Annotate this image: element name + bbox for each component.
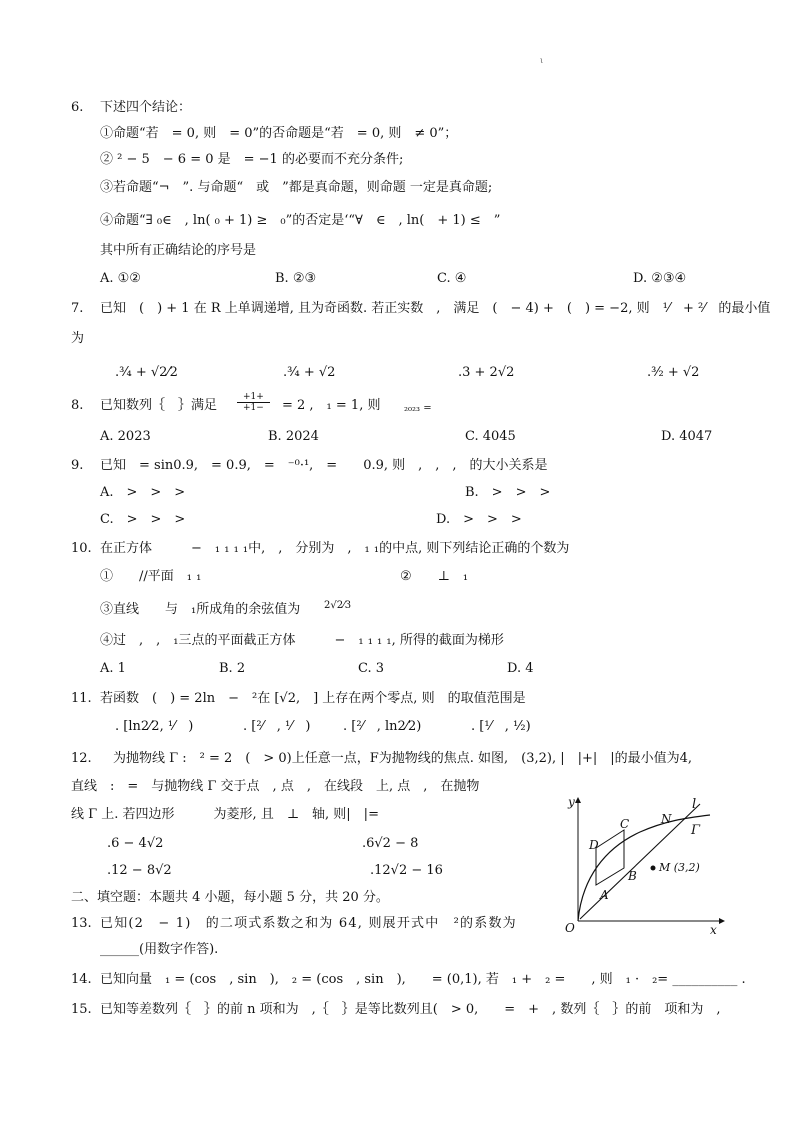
q10-option-b[interactable]: B. 2 bbox=[219, 661, 246, 676]
q12-stem-2: 直线 : = 与抛物线 Γ 交于点 , 点 , 在线段 上, 点 , 在抛物 bbox=[71, 779, 480, 794]
q10-number: 10. bbox=[71, 541, 92, 556]
q11-option-b[interactable]: . [²⁄ , ¹⁄ ) bbox=[243, 719, 311, 734]
q14-number: 14. bbox=[71, 972, 92, 987]
q6-option-b[interactable]: B. ②③ bbox=[275, 271, 317, 286]
q8-formula: = 2 , ₁ = 1, 则 bbox=[282, 398, 381, 413]
parabola-diagram bbox=[560, 788, 735, 938]
label-l: l bbox=[692, 797, 697, 812]
q6-stem: 下述四个结论： bbox=[100, 100, 192, 115]
corner-mark: ι bbox=[540, 56, 544, 65]
label-n: N bbox=[661, 812, 672, 826]
q11-stem: 若函数 ( ) = 2ln − ²在 [√2, ] 上存在两个零点, 则 的取值范围是 bbox=[100, 691, 526, 706]
q8-option-a[interactable]: A. 2023 bbox=[100, 429, 151, 444]
q9-number: 9. bbox=[71, 458, 84, 473]
q9-option-d[interactable]: D. > > > bbox=[436, 512, 522, 527]
label-c: C bbox=[620, 817, 630, 831]
q10-statement-1: ① //平面 ₁ ₁ bbox=[100, 569, 202, 584]
label-y: y bbox=[568, 795, 575, 809]
q13-number: 13. bbox=[71, 916, 92, 931]
q13-stem: 已知(2 − 1) 的二项式系数之和为 64, 则展开式中 ²的系数为 bbox=[100, 916, 517, 931]
q12-option-c[interactable]: .12 − 8√2 bbox=[107, 863, 172, 878]
q8-option-d[interactable]: D. 4047 bbox=[661, 429, 713, 444]
q10-statement-3-fraction: 2√2⁄3 bbox=[324, 600, 352, 611]
q8-fraction: +1+ +1− bbox=[237, 392, 270, 413]
q10-statement-3: ③直线 与 ₁所成角的余弦值为 bbox=[100, 602, 301, 617]
q7-option-a[interactable]: .³⁄₄ + √2⁄2 bbox=[115, 365, 178, 380]
q11-number: 11. bbox=[71, 691, 92, 706]
q9-option-b[interactable]: B. > > > bbox=[465, 485, 551, 500]
q10-option-c[interactable]: C. 3 bbox=[358, 661, 385, 676]
rhombus-abcd bbox=[596, 830, 624, 885]
q6-number: 6. bbox=[71, 100, 84, 115]
parabola-figure bbox=[560, 788, 735, 938]
q14-stem: 已知向量 ₁ = (cos , sin ), ₂ = (cos , sin ), = (0,1), 若 ₁ + ₂ = , 则 ₁ · ₂= __________ . bbox=[100, 972, 746, 987]
q7-stem: 已知 ( ) + 1 在 R 上单调递增, 且为奇函数. 若正实数 , 满足 ( − 4) + ( ) = −2, 则 ¹⁄ + ²⁄ 的最小值 bbox=[100, 301, 771, 316]
q7-stem-continued: 为 bbox=[71, 331, 85, 346]
q12-stem: 为抛物线 Γ : ² = 2 ( > 0)上任意一点，F为抛物线的焦点. 如图, (3,2), | |+| |的最小值为4, bbox=[100, 751, 693, 766]
q9-option-c[interactable]: C. > > > bbox=[100, 512, 186, 527]
q12-stem-3: 线 Γ 上. 若四边形 为菱形, 且 ⊥ 轴, 则| |= bbox=[71, 807, 379, 822]
q8-option-c[interactable]: C. 4045 bbox=[465, 429, 516, 444]
q7-option-b[interactable]: .³⁄₄ + √2 bbox=[283, 365, 336, 380]
q12-number: 12. bbox=[71, 751, 92, 766]
q11-option-d[interactable]: . [¹⁄ , ¹⁄₂) bbox=[471, 719, 531, 734]
q15-number: 15. bbox=[71, 1002, 92, 1017]
label-o: O bbox=[565, 921, 575, 935]
q6-statement-3: ③若命题“¬ ”. 与命题“ 或 ”都是真命题，则命题 一定是真命题; bbox=[100, 180, 493, 195]
q7-number: 7. bbox=[71, 301, 84, 316]
q12-option-a[interactable]: .6 − 4√2 bbox=[107, 836, 164, 851]
q7-option-d[interactable]: .³⁄₂ + √2 bbox=[647, 365, 700, 380]
q7-option-c[interactable]: .3 + 2√2 bbox=[458, 365, 515, 380]
label-b: B bbox=[628, 869, 637, 883]
label-gamma: Γ bbox=[691, 823, 701, 838]
q8-stem: 已知数列｛ ｝满足 bbox=[100, 398, 218, 413]
q13-answer-blank[interactable]: ______(用数字作答). bbox=[100, 942, 219, 957]
label-m: M (3,2) bbox=[659, 861, 700, 874]
q6-option-d[interactable]: D. ②③④ bbox=[633, 271, 687, 286]
q11-option-c[interactable]: . [²⁄ , ln2⁄2) bbox=[343, 719, 422, 734]
q9-option-a[interactable]: A. > > > bbox=[100, 485, 186, 500]
q8-number: 8. bbox=[71, 398, 84, 413]
q6-statement-2: ② ² − 5 − 6 = 0 是 = −1 的必要而不充分条件; bbox=[100, 152, 404, 167]
section-2-title: 二、填空题：本题共 4 小题，每小题 5 分，共 20 分。 bbox=[71, 890, 389, 905]
q11-option-a[interactable]: . [ln2⁄2, ¹⁄ ) bbox=[115, 719, 194, 734]
q8-tail: ₂₀₂₃ = bbox=[404, 403, 432, 414]
q15-stem: 已知等差数列｛ ｝的前 n 项和为 ,｛ ｝是等比数列且( > 0, = + , 数列｛ ｝的前 项和为 , bbox=[100, 1002, 721, 1017]
label-d: D bbox=[589, 838, 599, 852]
q9-stem: 已知 = sin0.9, = 0.9, = ⁻⁰·¹, = 0.9, 则 , , , 的大小关系是 bbox=[100, 458, 548, 473]
q12-option-b[interactable]: .6√2 − 8 bbox=[362, 836, 419, 851]
q6-statement-4: ④命题“∃ ₀∈ , ln( ₀ + 1) ≥ ₀”的否定是‘“∀ ∈ , ln( + 1) ≤ ” bbox=[100, 213, 501, 228]
q12-option-d[interactable]: .12√2 − 16 bbox=[370, 863, 443, 878]
q10-option-a[interactable]: A. 1 bbox=[100, 661, 126, 676]
q6-statement-1: ①命题“若 = 0, 则 = 0”的否命题是“若 = 0, 则 ≠ 0”； bbox=[100, 126, 458, 141]
q10-statement-4: ④过 , , ₁三点的平面截正方体 − ₁ ₁ ₁ ₁, 所得的截面为梯形 bbox=[100, 633, 504, 648]
q6-prompt: 其中所有正确结论的序号是 bbox=[100, 243, 257, 258]
q10-option-d[interactable]: D. 4 bbox=[507, 661, 534, 676]
q6-option-c[interactable]: C. ④ bbox=[437, 271, 467, 286]
q10-stem: 在正方体 − ₁ ₁ ₁ ₁中, , 分别为 , ₁ ₁的中点, 则下列结论正确的个数为 bbox=[100, 541, 570, 556]
q6-option-a[interactable]: A. ①② bbox=[100, 271, 141, 286]
q8-option-b[interactable]: B. 2024 bbox=[268, 429, 319, 444]
point-m bbox=[651, 866, 656, 871]
label-a: A bbox=[600, 888, 609, 902]
q10-statement-2: ② ⊥ ₁ bbox=[400, 569, 469, 584]
label-x: x bbox=[710, 923, 717, 937]
